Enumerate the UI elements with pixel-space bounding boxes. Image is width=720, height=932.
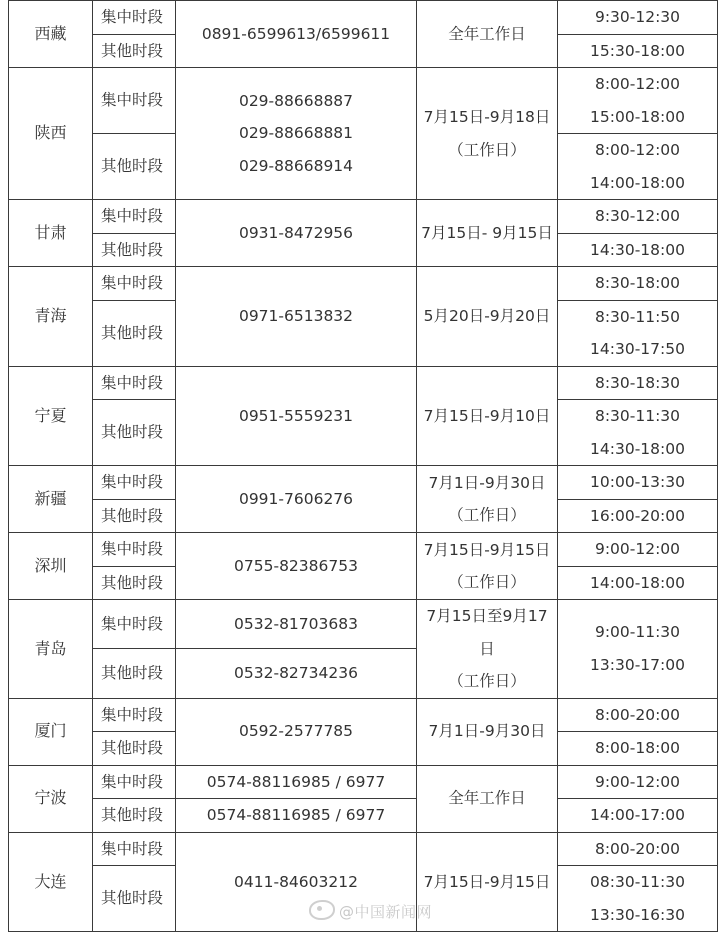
phone-cell [176, 200, 417, 267]
phone-cell: 0532-81703683 [176, 600, 417, 649]
region-cell: 新疆 [9, 466, 93, 533]
phone-cell: 0574-88116985 / 6977 [176, 765, 417, 799]
phone-cell [176, 68, 417, 200]
table-row [9, 600, 718, 649]
table-row [9, 466, 718, 500]
region-cell: 西藏 [9, 1, 93, 68]
cell-line: 14:30-17:50 [590, 340, 685, 358]
hours-cell [558, 200, 718, 234]
table-row [9, 765, 718, 799]
cell-line: 0971-6513832 [238, 307, 354, 325]
period-cell: 集中时段 [93, 200, 176, 234]
cell-line: 029-88668887 [238, 91, 354, 110]
hours-cell [558, 600, 718, 699]
cell-line: （工作日） [448, 506, 526, 524]
cell-line: 0891-6599613/6599611 [201, 24, 391, 43]
region-cell: 厦门 [9, 698, 93, 765]
hours-cell [558, 566, 718, 600]
cell-line: 0991-7606276 [238, 489, 354, 508]
table-row [9, 68, 718, 134]
period-cell: 其他时段 [93, 400, 176, 466]
region-cell: 宁夏 [9, 366, 93, 466]
region-cell: 大连 [9, 832, 93, 932]
cell-line: 7月1日-9月30日 [428, 473, 546, 492]
hours-cell [558, 765, 718, 799]
cell-line: 8:30-12:00 [594, 207, 681, 225]
period-cell: 其他时段 [93, 134, 176, 200]
date-cell [417, 832, 558, 932]
cell-line: 8:00-20:00 [594, 839, 681, 858]
cell-line: 全年工作日 [448, 789, 526, 808]
table-row [9, 533, 718, 567]
cell-line: 日 [479, 639, 495, 658]
cell-line: 14:00-18:00 [590, 173, 685, 192]
cell-line: 13:30-17:00 [590, 655, 685, 674]
phone-cell [176, 267, 417, 367]
period-cell: 集中时段 [93, 600, 176, 649]
cell-line: 14:00-17:00 [590, 806, 685, 824]
weibo-logo-icon [309, 900, 335, 920]
period-cell: 集中时段 [93, 698, 176, 732]
hours-cell [558, 732, 718, 766]
cell-line: 14:30-18:00 [590, 240, 685, 259]
cell-line: 8:00-18:00 [594, 739, 681, 757]
hours-cell [558, 300, 718, 366]
cell-line: 029-88668914 [238, 156, 354, 175]
cell-line: 0931-8472956 [238, 223, 354, 242]
cell-line: 8:30-11:50 [594, 307, 681, 326]
cell-line: 10:00-13:30 [590, 473, 685, 491]
cell-line: （工作日） [448, 672, 526, 690]
period-cell: 集中时段 [93, 1, 176, 35]
date-cell [417, 200, 558, 267]
period-cell: 其他时段 [93, 732, 176, 766]
hours-cell [558, 267, 718, 301]
phone-cell [176, 698, 417, 765]
period-cell: 集中时段 [93, 533, 176, 567]
region-cell: 陕西 [9, 68, 93, 200]
hours-cell [558, 366, 718, 400]
period-cell: 其他时段 [93, 866, 176, 932]
hours-cell [558, 34, 718, 68]
cell-line: 8:30-18:30 [594, 373, 681, 392]
hours-cell [558, 533, 718, 567]
hours-cell [558, 799, 718, 833]
period-cell: 集中时段 [93, 466, 176, 500]
hotline-table [8, 0, 718, 932]
cell-line: 8:30-11:30 [594, 407, 681, 425]
date-cell [417, 366, 558, 466]
period-cell: 其他时段 [93, 300, 176, 366]
table-row [9, 698, 718, 732]
date-cell [417, 466, 558, 533]
cell-line: 8:30-18:00 [594, 274, 681, 292]
cell-line: 8:00-12:00 [594, 75, 681, 93]
period-cell: 其他时段 [93, 233, 176, 267]
period-cell: 其他时段 [93, 566, 176, 600]
hours-cell [558, 400, 718, 466]
cell-line: 9:00-11:30 [594, 623, 681, 642]
cell-line: 9:30-12:30 [594, 8, 681, 26]
cell-line: 14:30-18:00 [590, 439, 685, 458]
table-row [9, 366, 718, 400]
hours-cell [558, 1, 718, 35]
date-cell [417, 698, 558, 765]
date-cell [417, 533, 558, 600]
region-cell: 青海 [9, 267, 93, 367]
date-cell [417, 765, 558, 832]
cell-line: 7月1日-9月30日 [428, 722, 546, 741]
cell-line: 0755-82386753 [234, 556, 358, 575]
hours-cell [558, 134, 718, 200]
region-cell: 深圳 [9, 533, 93, 600]
region-cell: 宁波 [9, 765, 93, 832]
table-row [9, 267, 718, 301]
table-row [9, 832, 718, 866]
table-row [9, 799, 718, 833]
date-cell [417, 1, 558, 68]
cell-line: 9:00-12:00 [594, 540, 681, 558]
hours-cell [558, 866, 718, 932]
cell-line: 9:00-12:00 [594, 772, 681, 791]
cell-line: 0592-2577785 [238, 722, 354, 741]
period-cell: 其他时段 [93, 649, 176, 698]
phone-cell [176, 533, 417, 600]
region-cell: 甘肃 [9, 200, 93, 267]
phone-cell: 0574-88116985 / 6977 [176, 799, 417, 833]
period-cell: 其他时段 [93, 34, 176, 68]
cell-line: 7月15日- 9月15日 [421, 223, 553, 242]
cell-line: 0411-84603212 [234, 872, 358, 891]
period-cell: 其他时段 [93, 499, 176, 533]
cell-line: 7月15日-9月10日 [423, 406, 551, 425]
region-cell: 青岛 [9, 600, 93, 699]
watermark [309, 900, 432, 922]
cell-line: 8:00-12:00 [594, 141, 681, 159]
period-cell: 集中时段 [93, 832, 176, 866]
date-cell [417, 600, 558, 699]
cell-line: 13:30-16:30 [590, 905, 685, 924]
period-cell: 集中时段 [93, 765, 176, 799]
period-cell: 集中时段 [93, 366, 176, 400]
cell-line: 7月15日-9月18日 [423, 108, 551, 126]
watermark-text: @中国新闻网 [338, 903, 432, 921]
cell-line: 029-88668881 [238, 124, 354, 143]
hours-cell [558, 68, 718, 134]
hours-cell [558, 832, 718, 866]
hours-cell [558, 466, 718, 500]
phone-cell [176, 1, 417, 68]
phone-cell: 0532-82734236 [176, 649, 417, 698]
cell-line: 0951-5559231 [238, 406, 354, 425]
cell-line: 7月15日至9月17 [426, 607, 548, 625]
cell-line: 7月15日-9月15日 [423, 540, 551, 559]
phone-cell [176, 366, 417, 466]
cell-line: 14:00-18:00 [590, 573, 685, 592]
date-cell [417, 68, 558, 200]
period-cell: 集中时段 [93, 68, 176, 134]
cell-line: 8:00-20:00 [594, 705, 681, 724]
table-row [9, 200, 718, 234]
period-cell: 其他时段 [93, 799, 176, 833]
cell-line: 15:30-18:00 [590, 41, 685, 60]
cell-line: 16:00-20:00 [590, 506, 685, 525]
cell-line: （工作日） [448, 573, 526, 591]
cell-line: 全年工作日 [448, 24, 526, 43]
phone-cell [176, 466, 417, 533]
cell-line: 15:00-18:00 [590, 107, 685, 126]
hours-cell [558, 233, 718, 267]
hours-cell [558, 698, 718, 732]
cell-line: 08:30-11:30 [590, 873, 685, 891]
date-cell [417, 267, 558, 367]
hours-cell [558, 499, 718, 533]
cell-line: 7月15日-9月15日 [423, 872, 551, 891]
cell-line: 5月20日-9月20日 [423, 307, 551, 325]
cell-line: （工作日） [448, 140, 526, 159]
period-cell: 集中时段 [93, 267, 176, 301]
table-row [9, 1, 718, 35]
